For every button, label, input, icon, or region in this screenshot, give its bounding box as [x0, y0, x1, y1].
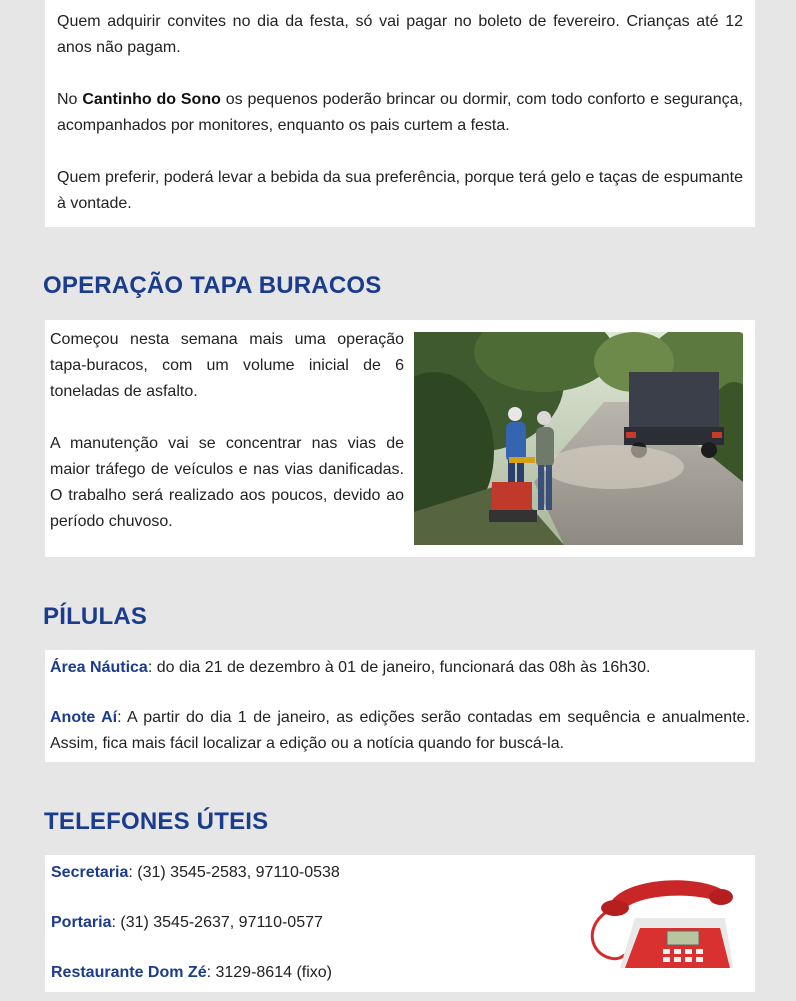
- pilula-text: : do dia 21 de dezembro à 01 de janeiro, funcionará das 08h às 16h30.: [147, 659, 651, 676]
- pilula-label: Anote Aí: [50, 709, 118, 726]
- festa-p2-post: os pequenos poderão brincar ou dormir, com todo conforto e segurança, acompanhados por monitores, enquanto os pais curtem a festa.: [57, 91, 743, 134]
- pilulas-heading: PÍLULAS: [43, 603, 148, 630]
- tapa-buracos-card: [45, 320, 755, 557]
- festa-paragraph-1: Quem adquirir convites no dia da festa, só vai pagar no boleto de fevereiro. Crianças até 12 anos não pagam.: [57, 13, 743, 56]
- pilula-item: [50, 705, 750, 757]
- pilula-label: Área Náutica: [50, 659, 148, 676]
- road-repair-photo: [414, 332, 743, 545]
- telefone-number: : (31) 3545-2583, 97110-0538: [128, 864, 340, 881]
- pilula-item: [50, 655, 750, 681]
- telefone-number: : (31) 3545-2637, 97110-0577: [111, 914, 323, 931]
- telefone-number: : 3129-8614 (fixo): [206, 964, 332, 981]
- pilulas-card: [45, 650, 755, 762]
- festa-p2-pre: No: [57, 91, 83, 108]
- telefone-label: Portaria: [51, 914, 112, 931]
- festa-paragraph-2: [57, 87, 743, 139]
- telefones-heading: TELEFONES ÚTEIS: [44, 808, 269, 835]
- tapa-paragraph-1: Começou nesta semana mais uma operação tapa-buracos, com um volume inicial de 6 toneladas de asfalto.: [50, 331, 404, 400]
- cantinho-do-sono-label: Cantinho do Sono: [82, 91, 221, 108]
- telefone-label: Restaurante Dom Zé: [51, 964, 207, 981]
- tapa-buracos-text: [50, 327, 404, 561]
- festa-card: [45, 0, 755, 227]
- pilula-text: : A partir do dia 1 de janeiro, as edições serão contadas em sequência e anualmente. Assim, fica mais fácil localizar a edição ou a notícia quando for buscá-la.: [50, 709, 750, 752]
- red-telephone-icon: [585, 873, 735, 973]
- telefones-card: [45, 855, 755, 992]
- tapa-paragraph-2: A manutenção vai se concentrar nas vias de maior tráfego de veículos e nas vias danificadas. O trabalho será realizado aos poucos, devido ao período chuvoso.: [50, 435, 404, 530]
- tapa-buracos-heading: OPERAÇÃO TAPA BURACOS: [43, 272, 382, 299]
- telefone-label: Secretaria: [51, 864, 129, 881]
- festa-paragraph-3: Quem preferir, poderá levar a bebida da sua preferência, porque terá gelo e taças de espumante à vontade.: [57, 169, 743, 212]
